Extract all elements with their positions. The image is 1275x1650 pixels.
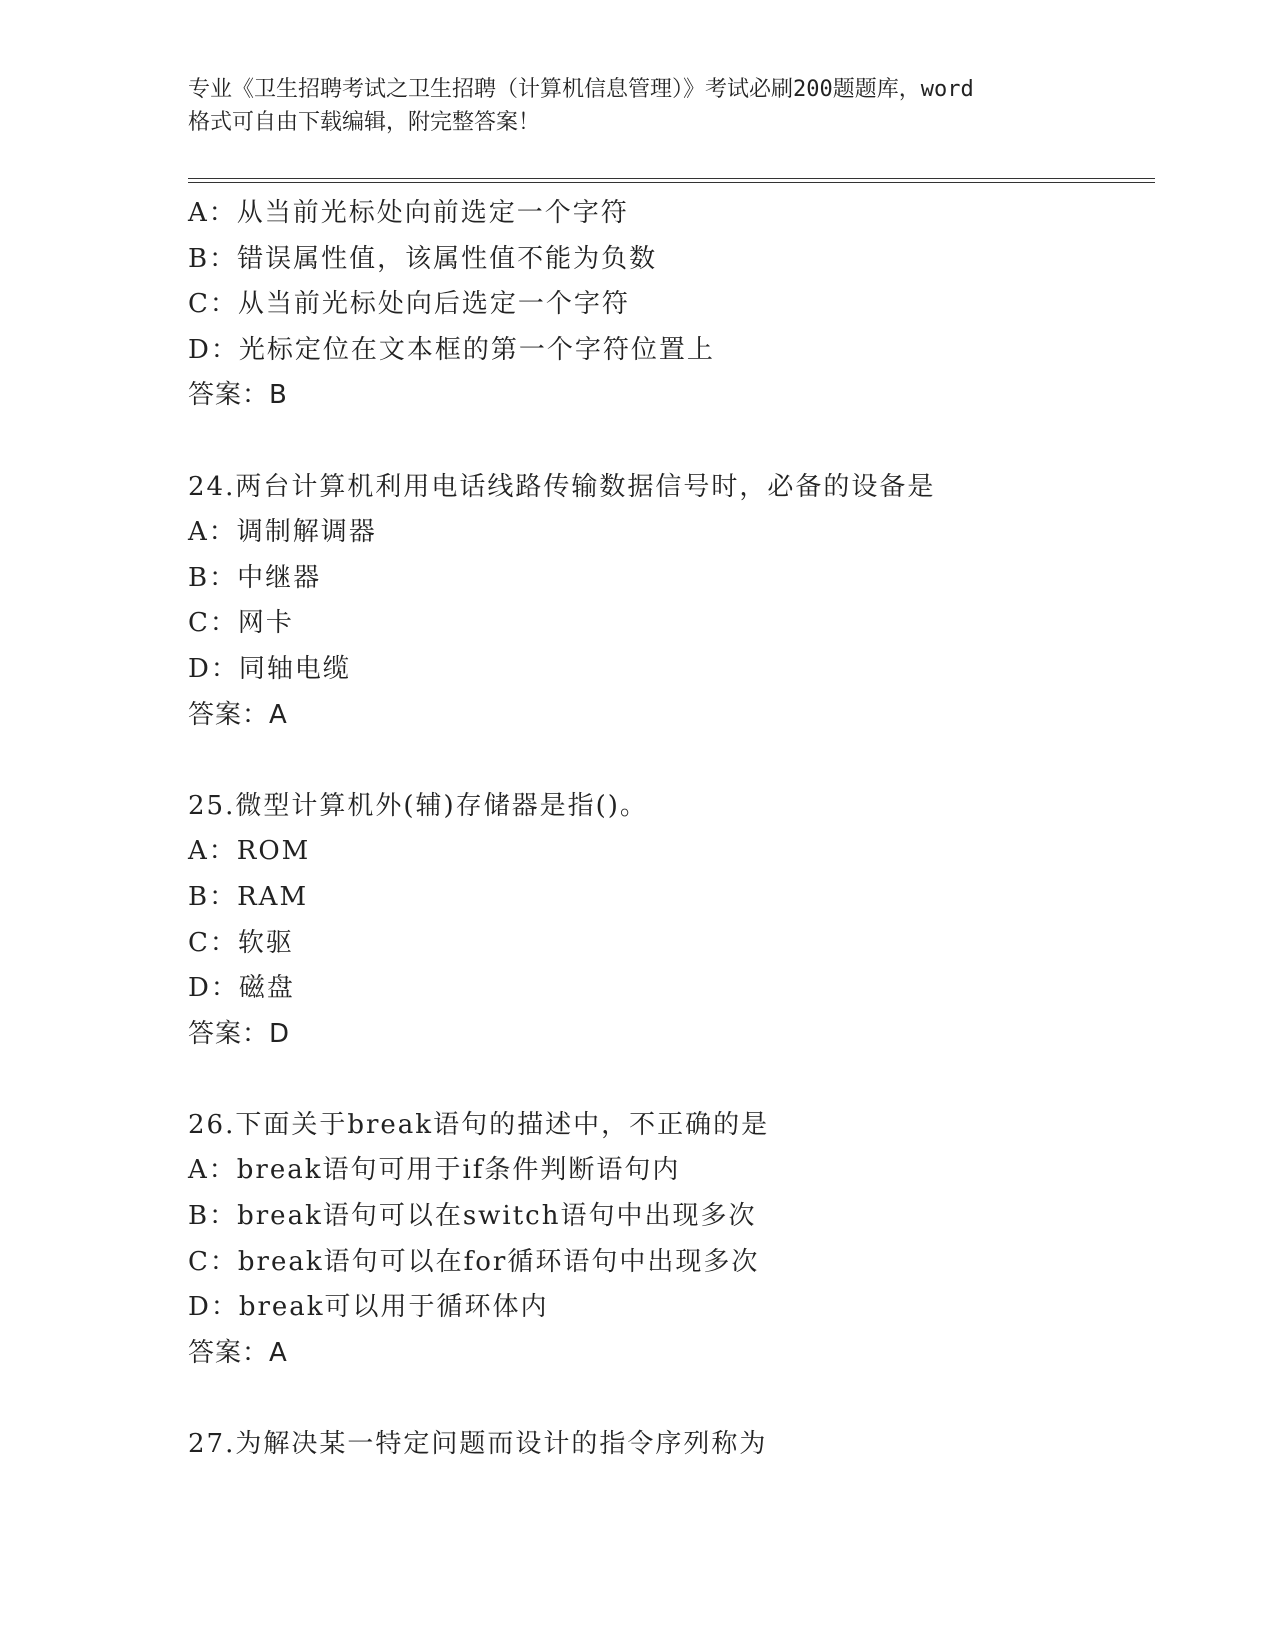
q25-option-d: D：磁盘	[188, 973, 295, 1004]
document-header	[188, 73, 1088, 139]
q26-option-c: C：break语句可以在for循环语句中出现多次	[188, 1246, 760, 1277]
q26-answer: 答案：A	[188, 1337, 288, 1368]
question-list	[188, 191, 1148, 1468]
q23-option-a: A：从当前光标处向前选定一个字符	[188, 198, 629, 228]
q23-answer: 答案：B	[188, 380, 288, 411]
q25-option-b: B：RAM	[188, 881, 309, 912]
q24-option-c: C：网卡	[188, 608, 294, 639]
spacer	[188, 738, 1148, 784]
q24-question: 24.两台计算机利用电话线路传输数据信号时，必备的设备是	[188, 471, 936, 502]
header-divider	[188, 178, 1155, 183]
spacer	[188, 1376, 1148, 1422]
q23-option-b: B：错误属性值，该属性值不能为负数	[188, 243, 658, 274]
q25-option-a: A：ROM	[188, 836, 311, 867]
q26-option-a: A：break语句可用于if条件判断语句内	[188, 1155, 681, 1186]
q25-question: 25.微型计算机外(辅)存储器是指()。	[188, 790, 648, 821]
q26-option-d: D：break可以用于循环体内	[188, 1292, 549, 1323]
q23-option-c: C：从当前光标处向后选定一个字符	[188, 289, 630, 320]
header-title-line-2: 格式可自由下载编辑，附完整答案！	[188, 110, 541, 135]
q24-option-d: D：同轴电缆	[188, 653, 351, 684]
q24-option-a: A：调制解调器	[188, 517, 377, 548]
spacer	[188, 419, 1148, 465]
q24-answer: 答案：A	[188, 699, 288, 730]
q25-option-c: C：软驱	[188, 927, 294, 958]
q27-question: 27.为解决某一特定问题而设计的指令序列称为	[188, 1429, 768, 1460]
q26-question: 26.下面关于break语句的描述中，不正确的是	[188, 1109, 770, 1140]
spacer	[188, 1057, 1148, 1103]
header-title-line-1: 专业《卫生招聘考试之卫生招聘（计算机信息管理）》考试必刷200题题库，word	[188, 77, 974, 102]
q23-option-d: D：光标定位在文本框的第一个字符位置上	[188, 334, 715, 365]
q24-option-b: B：中继器	[188, 562, 322, 593]
q25-answer: 答案：D	[188, 1018, 291, 1049]
q26-option-b: B：break语句可以在switch语句中出现多次	[188, 1201, 757, 1232]
